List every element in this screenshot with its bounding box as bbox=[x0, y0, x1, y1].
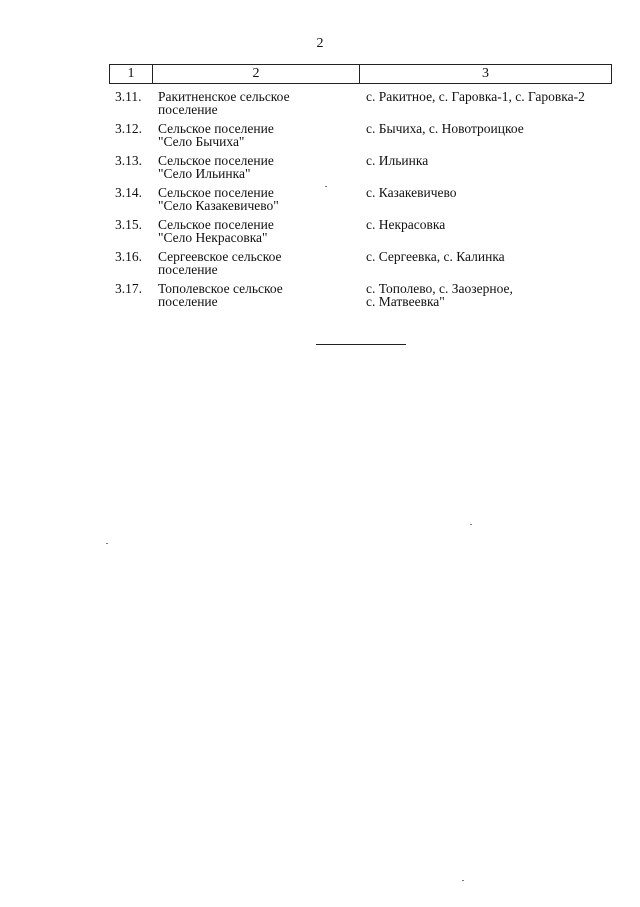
settlement-name bbox=[158, 250, 358, 276]
row-number: 3.16. bbox=[115, 249, 142, 264]
table-body bbox=[0, 90, 640, 314]
places-line: с. Бычиха, с. Новотроицкое bbox=[366, 121, 524, 136]
settlement-name bbox=[158, 186, 358, 212]
places-list bbox=[366, 282, 616, 308]
places-list bbox=[366, 250, 616, 263]
page-number: 2 bbox=[316, 36, 324, 51]
table-header-row bbox=[109, 64, 612, 84]
row-number: 3.17. bbox=[115, 281, 142, 296]
row-number: 3.11. bbox=[115, 89, 142, 104]
settlement-name bbox=[158, 282, 358, 308]
scan-speck bbox=[470, 524, 472, 525]
row-number: 3.14. bbox=[115, 185, 142, 200]
places-line: с. Казакевичево bbox=[366, 185, 457, 200]
settlement-name-line: Сельское поселение bbox=[158, 153, 274, 168]
settlement-name bbox=[158, 122, 358, 148]
table-row bbox=[0, 154, 640, 186]
places-line: с. Матвеевка" bbox=[366, 294, 445, 309]
column-header-3: 3 bbox=[482, 66, 489, 81]
places-line: с. Тополево, с. Заозерное, bbox=[366, 281, 513, 296]
places-list bbox=[366, 186, 616, 199]
scan-speck bbox=[462, 880, 464, 881]
table-row bbox=[0, 90, 640, 122]
settlement-name-line: Сергеевское сельское bbox=[158, 249, 282, 264]
places-line: с. Сергеевка, с. Калинка bbox=[366, 249, 505, 264]
settlement-name bbox=[158, 218, 358, 244]
places-list bbox=[366, 218, 616, 231]
places-line: с. Ильинка bbox=[366, 153, 429, 168]
settlement-name-line: "Село Бычиха" bbox=[158, 134, 245, 149]
settlement-name-line: Сельское поселение bbox=[158, 185, 274, 200]
settlement-name-line: "Село Некрасовка" bbox=[158, 230, 268, 245]
column-header-1: 1 bbox=[110, 65, 153, 83]
row-number: 3.12. bbox=[115, 121, 142, 136]
row-number: 3.15. bbox=[115, 217, 142, 232]
table-row bbox=[0, 282, 640, 314]
scan-speck bbox=[325, 186, 327, 187]
row-number: 3.13. bbox=[115, 153, 142, 168]
settlement-name-line: "Село Казакевичево" bbox=[158, 198, 279, 213]
table-row bbox=[0, 186, 640, 218]
settlement-name bbox=[158, 90, 358, 116]
table-row bbox=[0, 250, 640, 282]
settlement-name-line: "Село Ильинка" bbox=[158, 166, 251, 181]
settlement-name bbox=[158, 154, 358, 180]
places-list bbox=[366, 90, 616, 103]
settlement-name-line: Сельское поселение bbox=[158, 217, 274, 232]
settlement-name-line: Сельское поселение bbox=[158, 121, 274, 136]
table-row bbox=[0, 122, 640, 154]
settlement-name-line: поселение bbox=[158, 294, 218, 309]
settlement-name-line: поселение bbox=[158, 262, 218, 277]
closing-rule bbox=[316, 344, 406, 345]
column-header-2: 2 bbox=[153, 65, 360, 83]
places-line: с. Ракитное, с. Гаровка-1, с. Гаровка-2 bbox=[366, 89, 585, 104]
settlement-name-line: Тополевское сельское bbox=[158, 281, 283, 296]
settlement-name-line: поселение bbox=[158, 102, 218, 117]
table-row bbox=[0, 218, 640, 250]
places-line: с. Некрасовка bbox=[366, 217, 446, 232]
settlement-name-line: Ракитненское сельское bbox=[158, 89, 290, 104]
places-list bbox=[366, 154, 616, 167]
scan-speck bbox=[106, 543, 108, 544]
places-list bbox=[366, 122, 616, 135]
